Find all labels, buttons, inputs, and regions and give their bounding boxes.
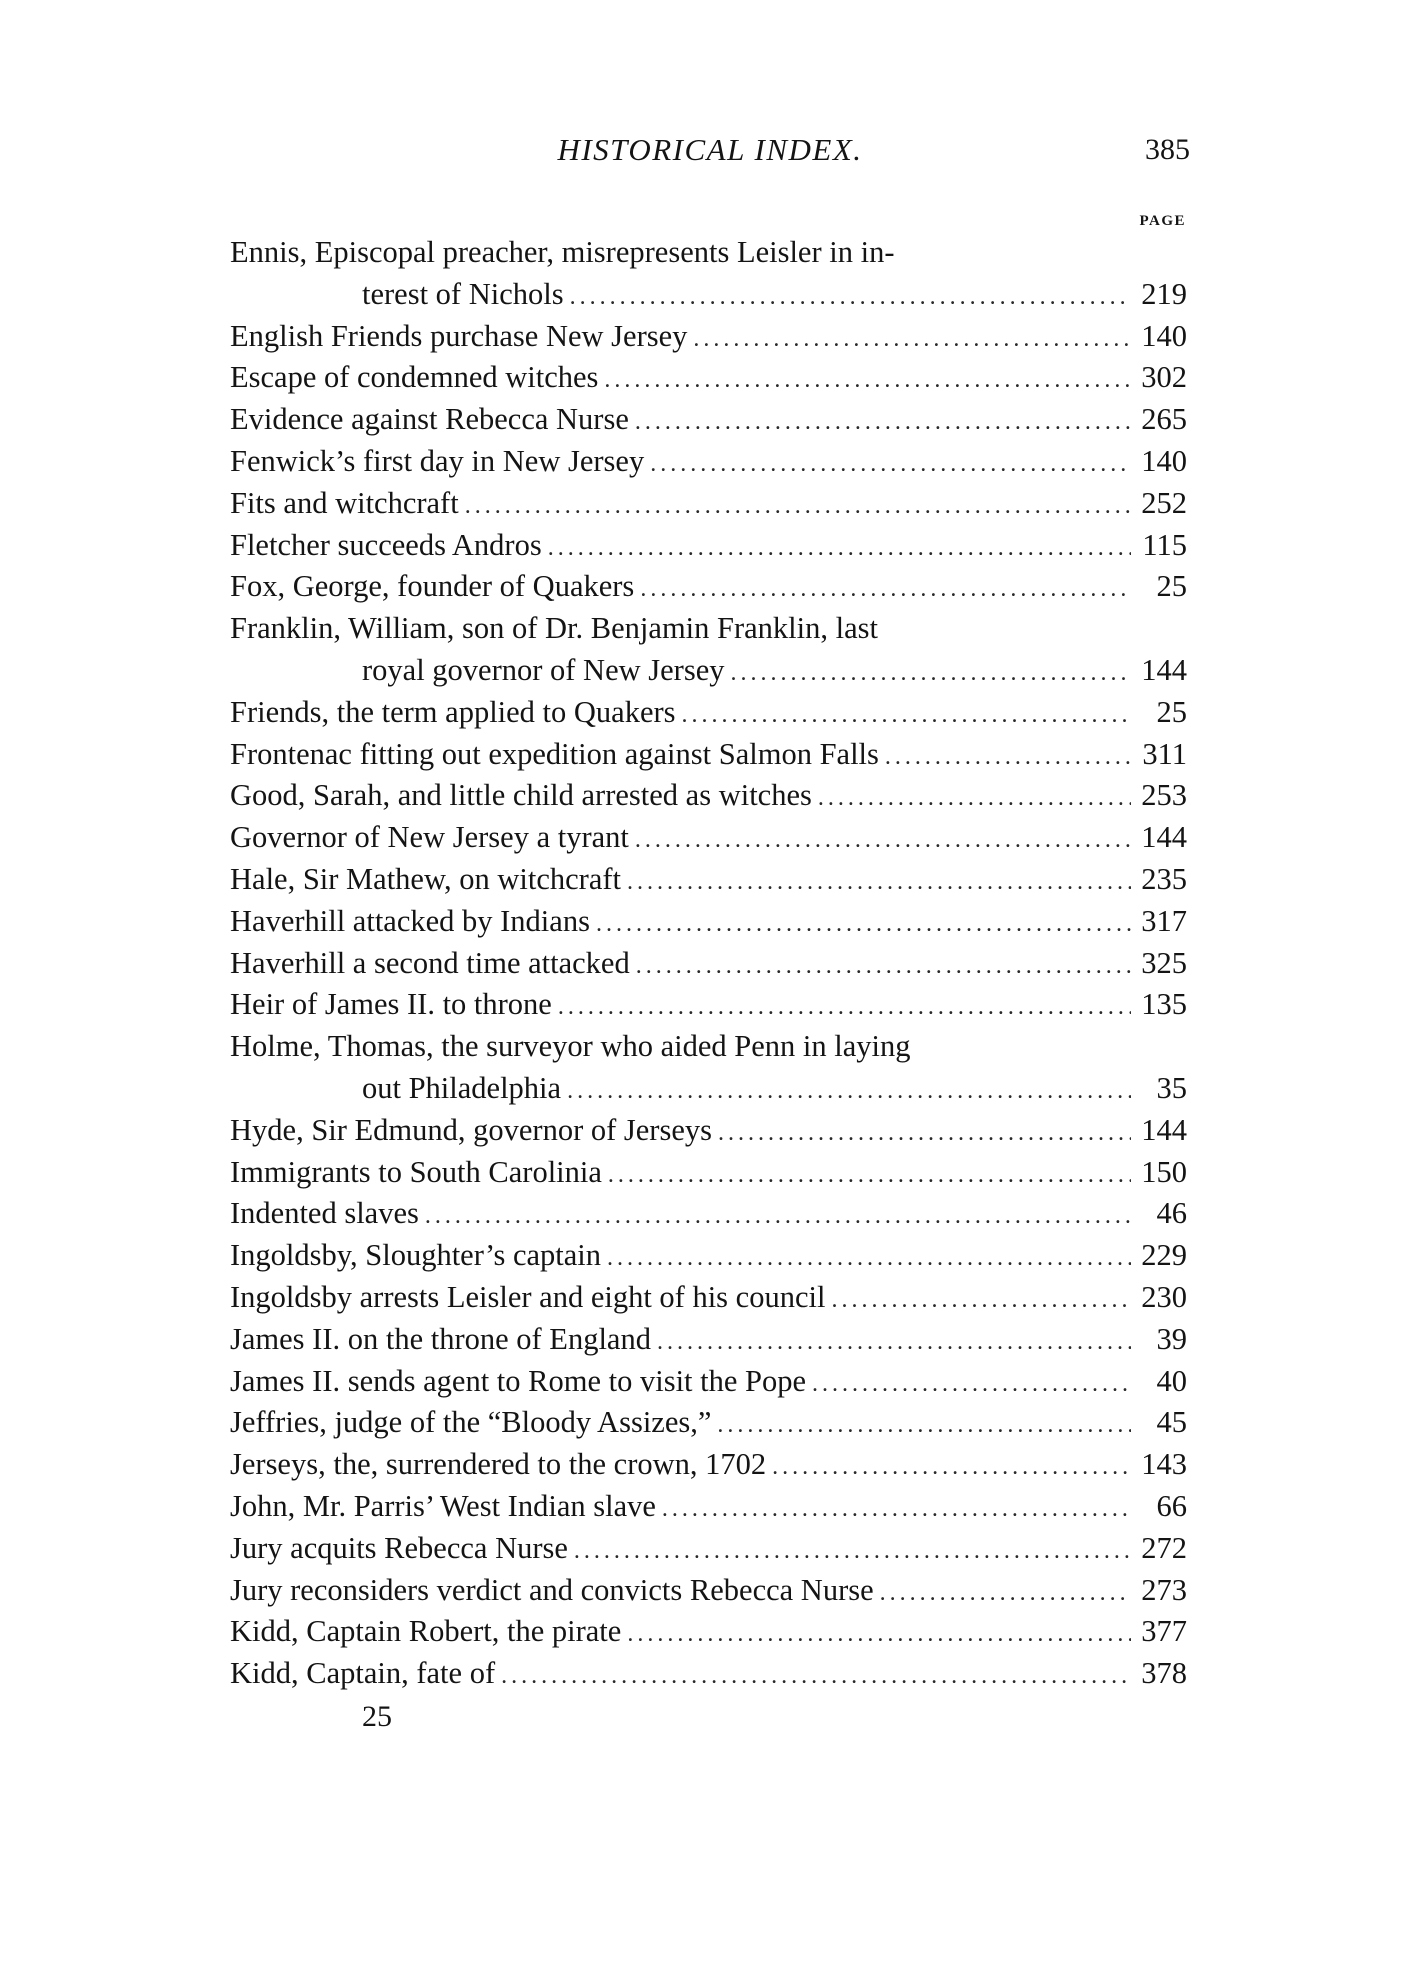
dot-leader (607, 1235, 1131, 1280)
index-entry-row (230, 943, 1187, 985)
index-entry-page: 229 (1141, 1238, 1187, 1273)
dot-leader (772, 1444, 1131, 1489)
dot-leader (627, 859, 1131, 904)
index-entry (230, 1193, 1187, 1235)
index-entry-text: Jerseys, the, surrendered to the crown, 1702 (230, 1447, 767, 1482)
index-entry-row (230, 566, 1187, 608)
index-entry-page: 144 (1141, 652, 1187, 687)
index-entry-row (230, 525, 1187, 567)
index-entry-text: Good, Sarah, and little child arrested as witches (230, 778, 812, 813)
index-entry-text: Kidd, Captain, fate of (230, 1656, 496, 1691)
index-entry-page: 377 (1141, 1614, 1187, 1649)
index-entry-page: 135 (1141, 987, 1187, 1022)
index-entry-row (230, 692, 1187, 734)
index-entry-row (230, 734, 1187, 776)
index-entry-text: Ennis, Episcopal preacher, misrepresents Leisler in in- (230, 235, 895, 269)
index-entry-row (230, 817, 1187, 859)
index-entry (230, 1653, 1187, 1695)
index-entry-continuation-row (230, 1068, 1187, 1110)
index-entry-text: Fletcher succeeds Andros (230, 527, 542, 562)
index-entry-continuation: terest of Nichols (362, 276, 564, 311)
index-entry-continuation-row (230, 650, 1187, 692)
index-entry-page: 302 (1141, 360, 1187, 395)
index-entry (230, 1277, 1187, 1319)
index-entry-page: 143 (1141, 1447, 1187, 1482)
index-entry (230, 775, 1187, 817)
index-entry (230, 692, 1187, 734)
index-entry (230, 1235, 1187, 1277)
dot-leader (636, 943, 1131, 988)
index-entry-row (230, 483, 1187, 525)
index-entry-page: 25 (1156, 569, 1187, 604)
index-entry-text: Jeffries, judge of the “Bloody Assizes,” (230, 1405, 712, 1440)
index-entry-row (230, 608, 1187, 650)
index-entry-page: 39 (1156, 1321, 1187, 1356)
dot-leader (596, 901, 1131, 946)
index-entry-text: James II. on the throne of England (230, 1321, 651, 1356)
index-entry-page: 66 (1156, 1488, 1187, 1523)
dot-leader (574, 1528, 1131, 1573)
index-entry-page: 253 (1141, 778, 1187, 813)
index-entry-page: 235 (1141, 861, 1187, 896)
index-entry-row (230, 1235, 1187, 1277)
index-entry (230, 566, 1187, 608)
index-entry-text: Haverhill attacked by Indians (230, 903, 590, 938)
index-entry-page: 252 (1141, 485, 1187, 520)
index-entry-page: 46 (1156, 1196, 1187, 1231)
index-entry-row (230, 775, 1187, 817)
page-number: 385 (1145, 133, 1190, 166)
index-entry (230, 232, 1187, 316)
index-entry-text: Immigrants to South Carolinia (230, 1154, 602, 1189)
index-entry-row (230, 357, 1187, 399)
index-entry (230, 483, 1187, 525)
index-entry (230, 316, 1187, 358)
dot-leader (880, 1570, 1131, 1615)
index-entry-text: Haverhill a second time attacked (230, 945, 630, 980)
index-entry (230, 441, 1187, 483)
index-entry-row (230, 232, 1187, 274)
index-entry-page: 378 (1141, 1656, 1187, 1691)
dot-leader (425, 1193, 1131, 1238)
index-entry-page: 45 (1156, 1405, 1187, 1440)
dot-leader (604, 357, 1131, 402)
index-entry-row (230, 1026, 1187, 1068)
dot-leader (501, 1653, 1131, 1698)
index-entry-page: 272 (1141, 1530, 1187, 1565)
index-entry-text: Holme, Thomas, the surveyor who aided Penn in laying (230, 1029, 911, 1064)
dot-leader (693, 316, 1131, 361)
index-entry-row (230, 1277, 1187, 1319)
index-entry-row (230, 1444, 1187, 1486)
index-entry (230, 901, 1187, 943)
index-entry-row (230, 1486, 1187, 1528)
index-entry-page: 144 (1141, 820, 1187, 855)
index-entry-page: 273 (1141, 1572, 1187, 1607)
index-entry-text: Evidence against Rebecca Nurse (230, 402, 629, 437)
index-entry-page: 35 (1156, 1070, 1187, 1105)
index-entry-text: Ingoldsby, Sloughter’s captain (230, 1238, 602, 1273)
index-entry-continuation: out Philadelphia (362, 1070, 562, 1105)
index-entry-text: Kidd, Captain Robert, the pirate (230, 1614, 622, 1649)
dot-leader (558, 984, 1131, 1029)
index-entry-continuation: royal governor of New Jersey (362, 652, 725, 687)
index-entry-text: James II. sends agent to Rome to visit the Pope (230, 1363, 807, 1398)
index-entry-row (230, 859, 1187, 901)
index-entry (230, 1486, 1187, 1528)
dot-leader (731, 650, 1132, 695)
dot-leader (818, 775, 1131, 820)
index-entry-row (230, 441, 1187, 483)
dot-leader (662, 1486, 1131, 1531)
index-entry (230, 817, 1187, 859)
index-entry-row (230, 1528, 1187, 1570)
dot-leader (650, 441, 1131, 486)
index-entry-page: 317 (1141, 903, 1187, 938)
index-entry (230, 1570, 1187, 1612)
index-entry-text: Heir of James II. to throne (230, 987, 552, 1022)
dot-leader (657, 1319, 1131, 1364)
index-entry-page: 265 (1141, 402, 1187, 437)
index-entry-row (230, 1611, 1187, 1653)
dot-leader (812, 1361, 1131, 1406)
index-entry (230, 1444, 1187, 1486)
index-entry-text: Indented slaves (230, 1196, 419, 1231)
index-entry-row (230, 984, 1187, 1026)
index-entry-text: Hyde, Sir Edmund, governor of Jerseys (230, 1112, 712, 1147)
index-entry-row (230, 1653, 1187, 1695)
dot-leader (717, 1402, 1131, 1447)
signature-mark: 25 (362, 1700, 392, 1733)
index-entry-continuation-row (230, 274, 1187, 316)
index-entry (230, 984, 1187, 1026)
running-head (230, 128, 1190, 172)
dot-leader (885, 734, 1131, 779)
dot-leader (608, 1152, 1131, 1197)
index-entry-text: Frontenac fitting out expedition against Salmon Falls (230, 736, 879, 771)
index-entry-row (230, 1402, 1187, 1444)
index-entry-list (230, 232, 1187, 1695)
index-entry-row (230, 399, 1187, 441)
index-entry-text: Franklin, William, son of Dr. Benjamin Franklin, last (230, 611, 878, 646)
index-entry (230, 399, 1187, 441)
index-entry-row (230, 1110, 1187, 1152)
index-entry (230, 1611, 1187, 1653)
index-entry-row (230, 901, 1187, 943)
index-entry (230, 1026, 1187, 1110)
dot-leader (627, 1611, 1131, 1656)
page-column-label: PAGE (1139, 213, 1186, 229)
index-entry-page: 150 (1141, 1154, 1187, 1189)
index-entry (230, 1319, 1187, 1361)
index-entry (230, 357, 1187, 399)
index-entry-text: Fits and witchcraft (230, 485, 459, 520)
index-entry-row (230, 1152, 1187, 1194)
index-entry (230, 525, 1187, 567)
dot-leader (570, 274, 1131, 319)
index-entry-row (230, 1319, 1187, 1361)
index-entry-text: Hale, Sir Mathew, on witchcraft (230, 861, 622, 896)
index-entry-text: Ingoldsby arrests Leisler and eight of his council (230, 1279, 826, 1314)
dot-leader (548, 525, 1131, 570)
running-title: HISTORICAL INDEX. (557, 132, 863, 167)
index-entry-text: Jury reconsiders verdict and convicts Rebecca Nurse (230, 1572, 874, 1607)
index-entry-text: Jury acquits Rebecca Nurse (230, 1530, 568, 1565)
index-entry (230, 1361, 1187, 1403)
index-entry-text: Friends, the term applied to Quakers (230, 694, 676, 729)
index-entry (230, 859, 1187, 901)
index-entry-text: Escape of condemned witches (230, 360, 599, 395)
index-entry (230, 1402, 1187, 1444)
index-entry-row (230, 1193, 1187, 1235)
index-entry-text: English Friends purchase New Jersey (230, 318, 688, 353)
dot-leader (465, 483, 1131, 528)
index-entry (230, 943, 1187, 985)
index-entry-page: 325 (1141, 945, 1187, 980)
index-entry-page: 25 (1156, 694, 1187, 729)
dot-leader (635, 817, 1131, 862)
index-entry (230, 1152, 1187, 1194)
index-entry-page: 40 (1156, 1363, 1187, 1398)
index-entry-page: 140 (1141, 318, 1187, 353)
index-entry (230, 608, 1187, 692)
index-entry-page: 140 (1141, 443, 1187, 478)
index-entry-row (230, 316, 1187, 358)
index-entry-text: Fox, George, founder of Quakers (230, 569, 635, 604)
dot-leader (831, 1277, 1131, 1322)
index-entry-page: 311 (1142, 736, 1187, 771)
index-entry (230, 734, 1187, 776)
index-entry-row (230, 1361, 1187, 1403)
index-entry (230, 1528, 1187, 1570)
index-entry-text: Fenwick’s first day in New Jersey (230, 443, 645, 478)
dot-leader (682, 692, 1131, 737)
dot-leader (635, 399, 1131, 444)
dot-leader (718, 1110, 1131, 1155)
index-entry-page: 219 (1141, 276, 1187, 311)
index-entry-text: John, Mr. Parris’ West Indian slave (230, 1488, 656, 1523)
dot-leader (567, 1068, 1131, 1113)
index-entry (230, 1110, 1187, 1152)
index-entry-row (230, 1570, 1187, 1612)
index-entry-page: 144 (1141, 1112, 1187, 1147)
index-entry-page: 230 (1141, 1279, 1187, 1314)
dot-leader (640, 566, 1131, 611)
index-entry-text: Governor of New Jersey a tyrant (230, 820, 629, 855)
index-entry-page: 115 (1142, 527, 1187, 562)
